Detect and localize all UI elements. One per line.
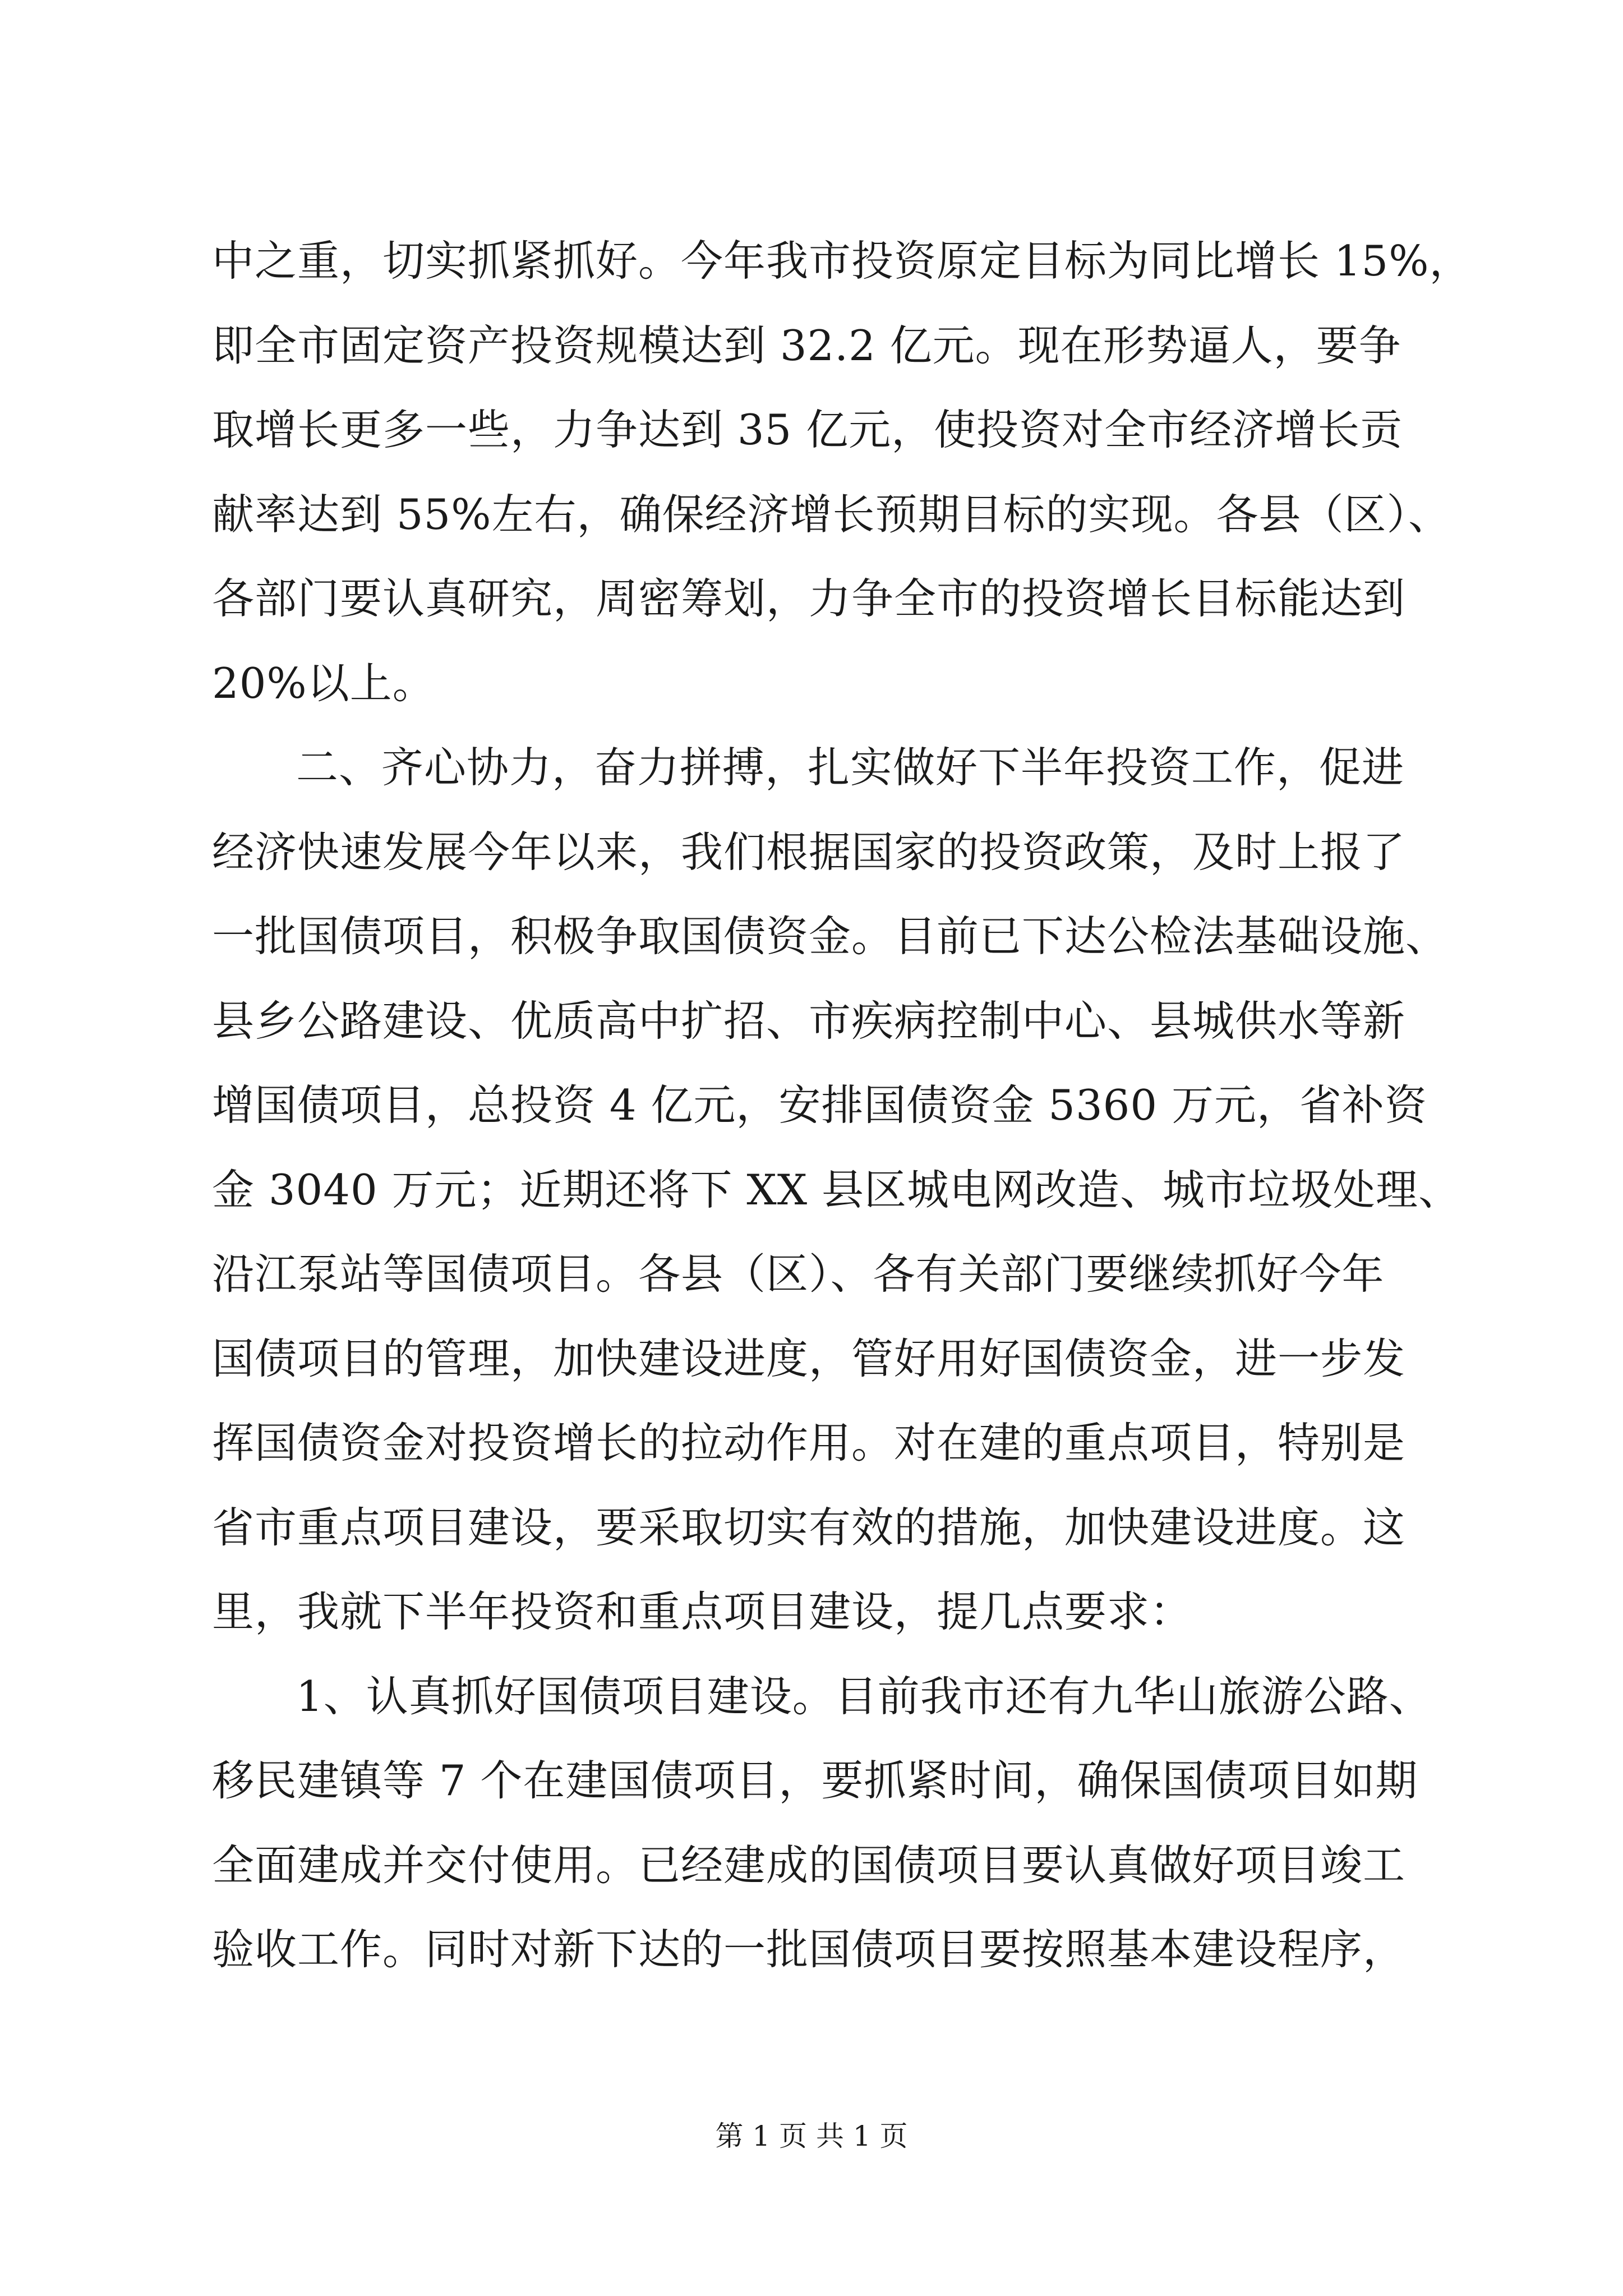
paragraph-start-line: 二、齐心协力，奋力拼搏，扎实做好下半年投资工作，促进 [296, 743, 1405, 792]
text-line: 金 3040 万元；近期还将下 XX 县区城电网改造、城市垃圾处理、 [212, 1165, 1461, 1214]
text-line: 里，我就下半年投资和重点项目建设，提几点要求： [212, 1587, 1193, 1636]
page-number-footer: 第 1 页 共 1 页 [715, 2120, 908, 2152]
text-line: 20%以上。 [212, 658, 435, 708]
paragraph-start-line: 1、认真抓好国债项目建设。目前我市还有九华山旅游公路、 [296, 1671, 1432, 1721]
text-line: 移民建镇等 7 个在建国债项目，要抓紧时间，确保国债项目如期 [212, 1756, 1418, 1805]
text-line: 县乡公路建设、优质高中扩招、市疾病控制中心、县城供水等新 [212, 996, 1406, 1046]
text-line: 各部门要认真研究，周密筹划，力争全市的投资增长目标能达到 [212, 574, 1406, 623]
text-line: 挥国债资金对投资增长的拉动作用。对在建的重点项目，特别是 [212, 1418, 1406, 1467]
text-line: 中之重，切实抓紧抓好。今年我市投资原定目标为同比增长 15%， [212, 236, 1472, 286]
document-body [212, 219, 1472, 1992]
text-line: 经济快速发展今年以来，我们根据国家的投资政策，及时上报了 [212, 827, 1406, 877]
text-line: 一批国债项目，积极争取国债资金。目前已下达公检法基础设施、 [212, 912, 1449, 961]
text-line: 全面建成并交付使用。已经建成的国债项目要认真做好项目竣工 [212, 1840, 1406, 1890]
text-line: 取增长更多一些，力争达到 35 亿元，使投资对全市经济增长贡 [212, 405, 1403, 454]
text-line: 献率达到 55%左右，确保经济增长预期目标的实现。各县（区）、 [212, 489, 1451, 539]
text-line: 沿江泵站等国债项目。各县（区）、各有关部门要继续抓好今年 [212, 1249, 1385, 1299]
text-line: 验收工作。同时对新下达的一批国债项目要按照基本建设程序， [212, 1925, 1406, 1974]
text-line: 增国债项目，总投资 4 亿元，安排国债资金 5360 万元，省补资 [212, 1080, 1427, 1130]
text-line: 即全市固定资产投资规模达到 32.2 亿元。现在形势逼人，要争 [212, 320, 1401, 370]
text-line: 省市重点项目建设，要采取切实有效的措施，加快建设进度。这 [212, 1502, 1406, 1552]
text-line: 国债项目的管理，加快建设进度，管好用好国债资金，进一步发 [212, 1333, 1406, 1383]
